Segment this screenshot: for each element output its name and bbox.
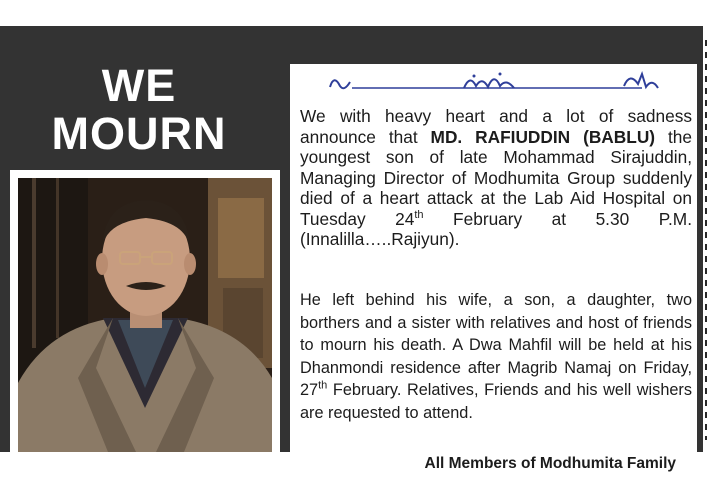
announcement-tail: February at 5.30 P.M. (Innalilla…..Rajiyun). [300, 208, 692, 249]
date-suffix-mahfil: th [318, 379, 328, 392]
family-paragraph [300, 289, 692, 424]
edge-dashes [705, 40, 707, 440]
announcement-body: the youngest son of late Mohammad Sirajuddin, Managing Director of Modhumita Group suddenly died of a heart attack at the Lab Aid Hospital on Tuesday 24 [300, 126, 692, 229]
title-line-1: WE [101, 60, 177, 111]
mourning-notice [0, 26, 703, 472]
date-suffix-death: th [414, 208, 424, 221]
family-tail: February. Relatives, Friends and his well wishers are requested to attend. [300, 381, 692, 422]
notice-text-panel [290, 64, 697, 478]
page-edge [703, 0, 710, 452]
arabic-calligraphy [324, 68, 664, 98]
announcement-paragraph [300, 106, 692, 250]
title-line-2: MOURN [51, 108, 227, 159]
deceased-name: MD. RAFIUDDIN (BABLU) [430, 126, 656, 147]
family-body: He left behind his wife, a son, a daughter, two borthers and a sister with relatives and host of friends to mourn his death. A Dwa Mahfil will be held at his Dhanmondi residence after Magrib Namaj on Friday, 27 [300, 291, 692, 399]
signoff: All Members of Modhumita Family [424, 455, 676, 472]
portrait-photo [18, 178, 272, 452]
announcement-intro: We with heavy heart and a lot of sadness announce that [300, 106, 692, 147]
notice-title [8, 62, 270, 158]
portrait-frame [10, 170, 280, 460]
